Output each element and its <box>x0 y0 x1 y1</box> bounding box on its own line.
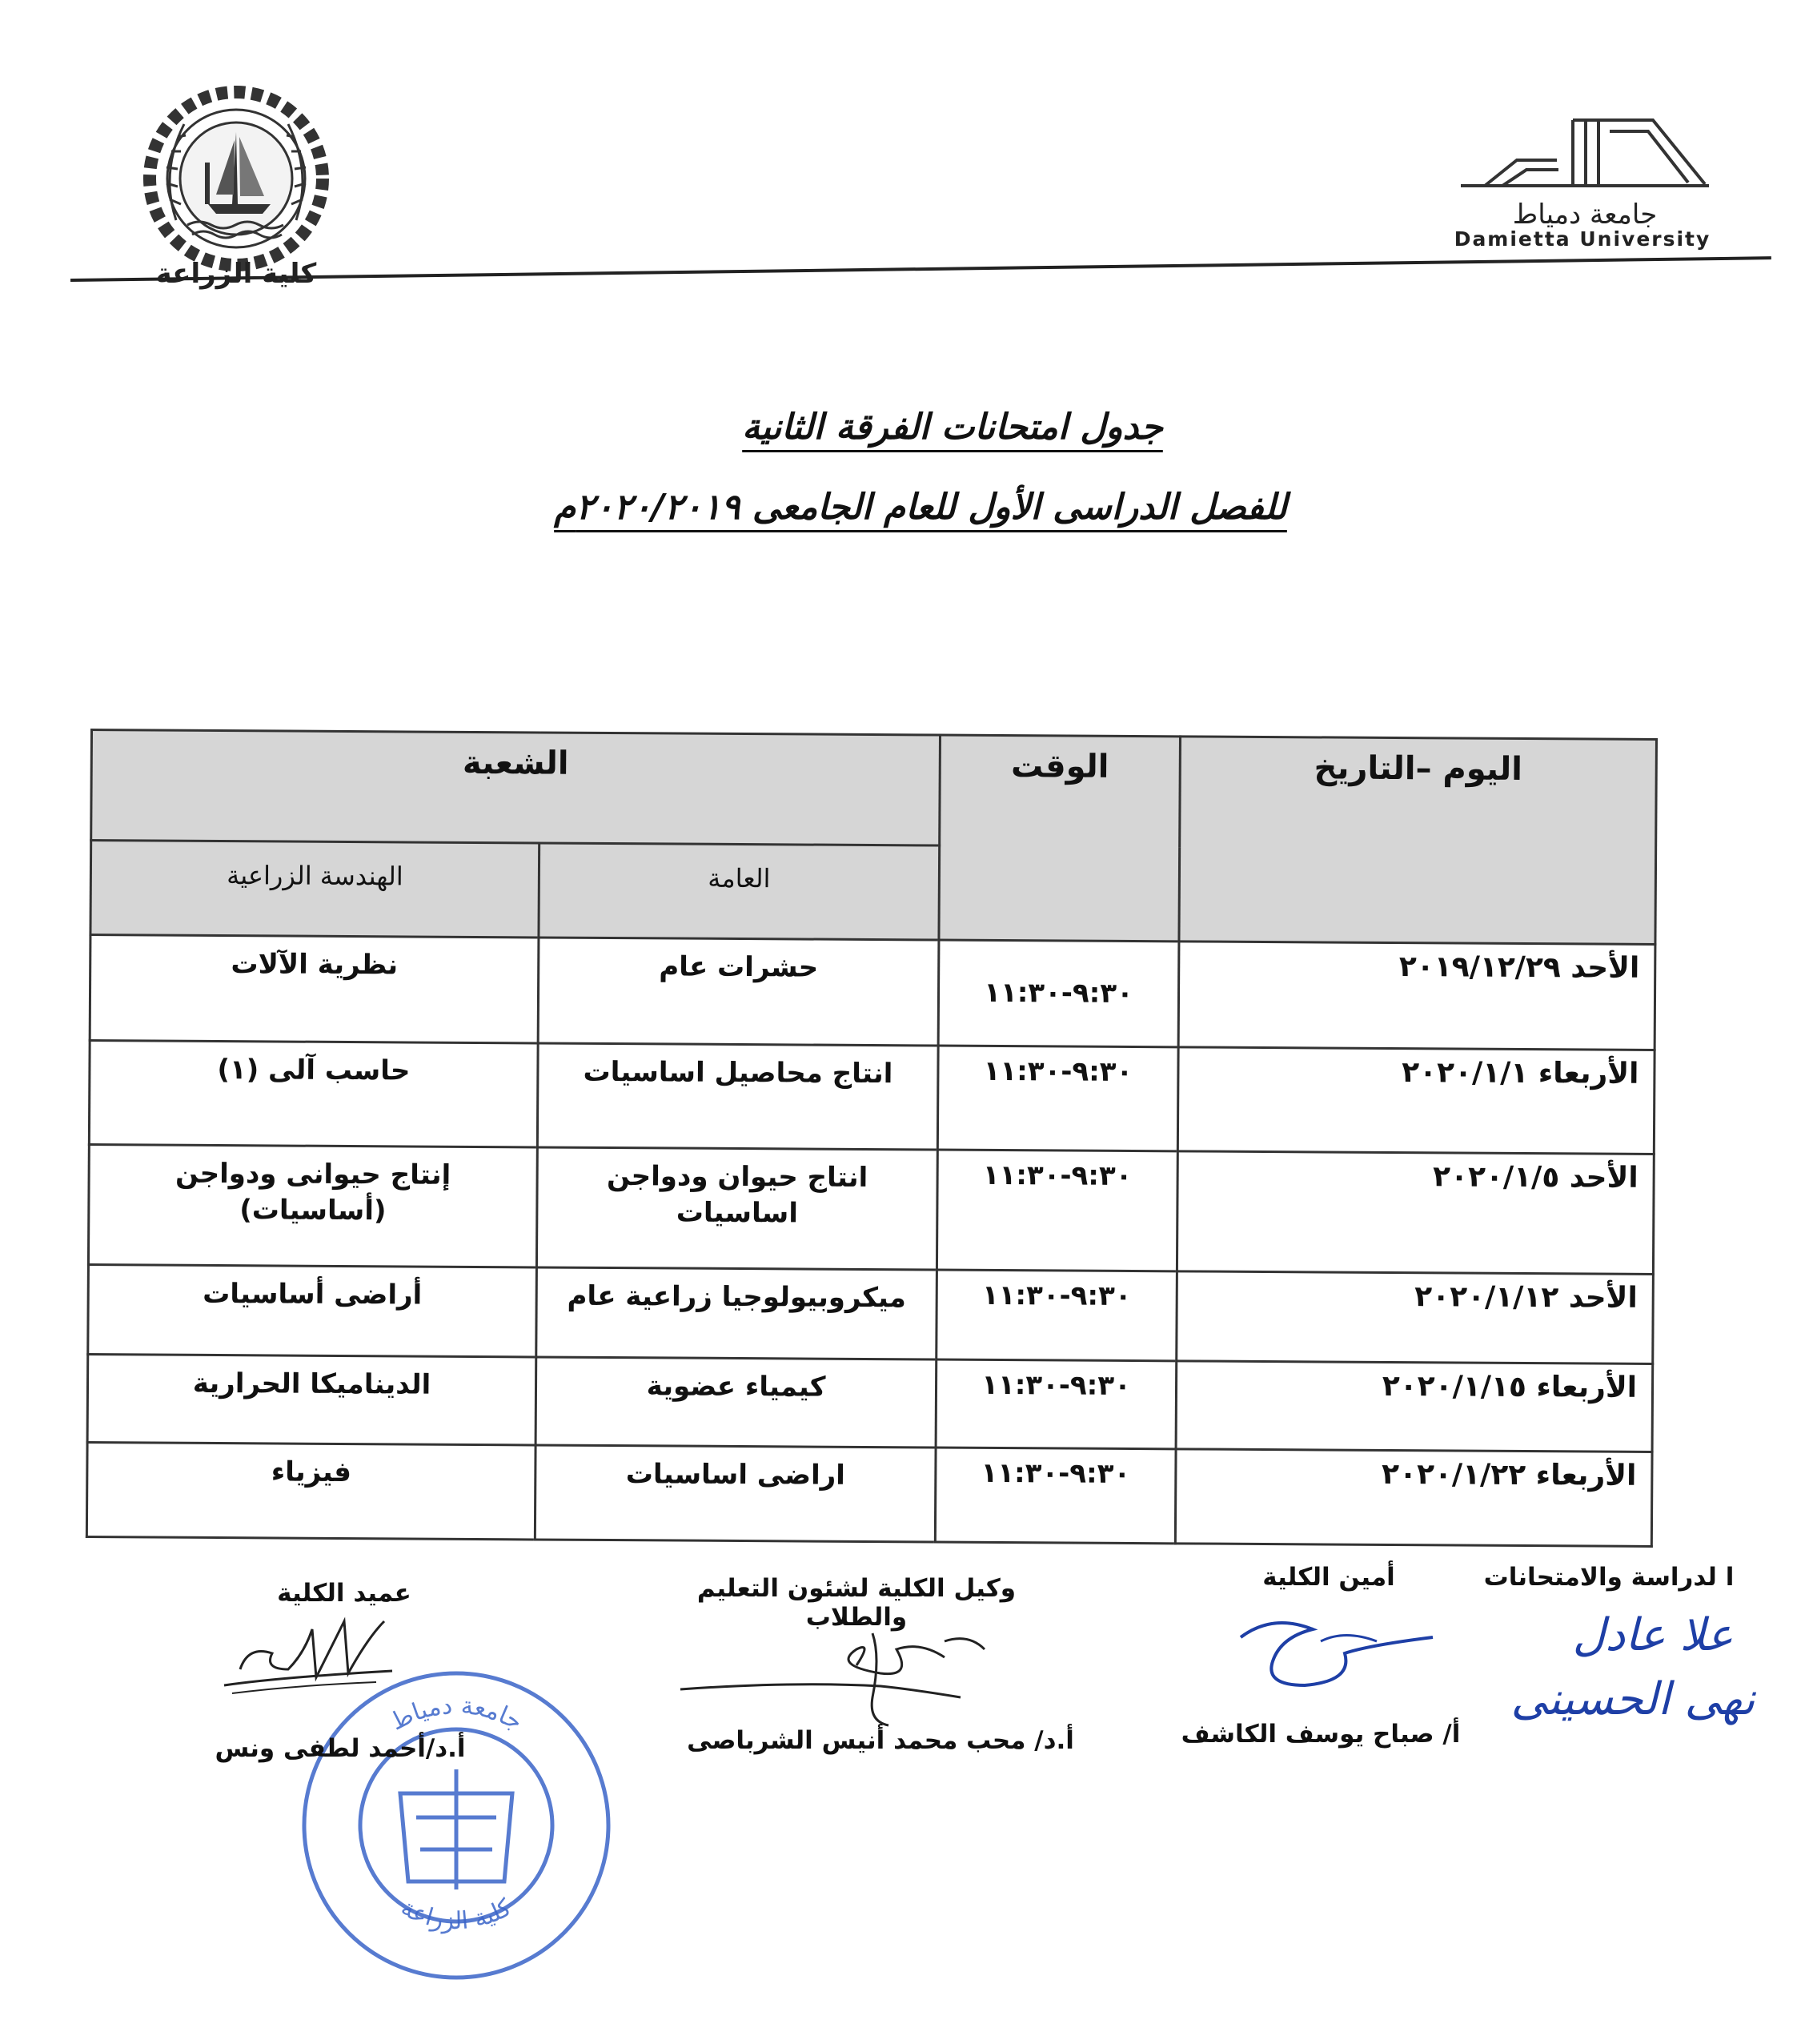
subject-general: انتاج حيوان ودواجن اساسيات <box>536 1147 937 1270</box>
header-date: اليوم –التاريخ <box>1179 737 1657 945</box>
subject-engineering: فيزياء <box>86 1443 535 1540</box>
exam-schedule-table <box>86 729 1658 1548</box>
signature-name-secretary: أ/ صباح يوسف الكاشف <box>1181 1720 1461 1749</box>
handwritten-name: نهى الحسينى <box>1510 1673 1755 1725</box>
subject-engineering: حاسب آلى (١) <box>89 1041 538 1147</box>
subject-engineering: نظرية الآلات <box>90 935 539 1043</box>
signature-name-dean: أ.د/أحمد لطفى ونس <box>215 1734 466 1763</box>
table-row <box>86 1443 1652 1547</box>
exam-date: الأربعاء ٢٠٢٠/١/١ <box>1177 1047 1655 1155</box>
table-row <box>88 1265 1654 1364</box>
subject-general: اراضى اساسيات <box>535 1445 936 1542</box>
exam-time: ٩:٣٠-١١:٣٠ <box>936 1359 1177 1449</box>
subject-general: حشرات عام <box>538 938 939 1046</box>
document-title: جدول امتحانات الفرقة الثانية <box>742 407 1163 448</box>
university-name-arabic: جامعة دمياط <box>1512 199 1658 231</box>
exam-time: ٩:٣٠-١١:٣٠ <box>938 940 1179 1047</box>
handwritten-name: علا عادل <box>1572 1609 1734 1661</box>
signature-title-secretary: أمين الكلية <box>1262 1563 1395 1592</box>
exam-time: ٩:٣٠-١١:٣٠ <box>937 1270 1177 1361</box>
table-row <box>89 1041 1655 1155</box>
signature-title-dean: عميد الكلية <box>277 1579 411 1608</box>
subject-engineering: الديناميكا الحرارية <box>87 1355 536 1445</box>
faculty-logo-label: كلية الزراعة <box>155 258 317 290</box>
university-name-english: Damietta University <box>1454 227 1711 251</box>
exam-date: الأحد ٢٠١٩/١٢/٢٩ <box>1178 942 1655 1050</box>
table-row <box>90 935 1655 1050</box>
exam-date: الأربعاء ٢٠٢٠/١/١٥ <box>1176 1361 1653 1452</box>
exam-time: ٩:٣٠-١١:٣٠ <box>937 1046 1178 1151</box>
exam-time: ٩:٣٠-١١:٣٠ <box>937 1150 1177 1271</box>
exam-date: الأحد ٢٠٢٠/١/٥ <box>1177 1151 1654 1275</box>
document-subtitle: للفصل الدراسى الأول للعام الجامعى ٢٠٢٠/٢٠١٩م <box>554 487 1287 528</box>
signature-title-studies: ا لدراسة والامتحانات <box>1483 1563 1735 1592</box>
signature-vice-dean <box>672 1617 1009 1729</box>
exam-time: ٩:٣٠-١١:٣٠ <box>935 1448 1176 1544</box>
subject-engineering: أراضى أساسيات <box>88 1265 537 1357</box>
header-general: العامة <box>539 843 940 940</box>
svg-text:كلية الزراعة <box>396 1893 517 1936</box>
subject-general: ميكروبيولوجيا زراعية عام <box>536 1267 937 1359</box>
header-division: الشعبة <box>91 730 941 845</box>
exam-date: الأحد ٢٠٢٠/١/١٢ <box>1177 1271 1654 1364</box>
subject-engineering: إنتاج حيوانى ودواجن (أساسيات) <box>88 1145 537 1267</box>
subject-general: كيمياء عضوية <box>535 1357 937 1448</box>
subject-general: انتاج محاصيل اساسيات <box>537 1043 938 1150</box>
signature-name-vice-dean: أ.د/ محب محمد أنيس الشرباصى <box>687 1726 1074 1755</box>
table-row <box>88 1145 1654 1275</box>
header-agri-engineering: الهندسة الزراعية <box>90 841 539 938</box>
stamp-top-text: جامعة دمياط <box>386 1691 527 1737</box>
faculty-stamp <box>288 1657 624 1994</box>
signature-secretary <box>1225 1605 1449 1701</box>
exam-date: الأربعاء ٢٠٢٠/١/٢٢ <box>1175 1449 1652 1547</box>
table-row <box>87 1355 1653 1452</box>
header-time: الوقت <box>939 735 1181 942</box>
stamp-bottom-text: كلية الزراعة <box>396 1893 517 1936</box>
signature-title-vice-dean: وكيل الكلية لشئون التعليم والطلاب <box>696 1574 1017 1632</box>
